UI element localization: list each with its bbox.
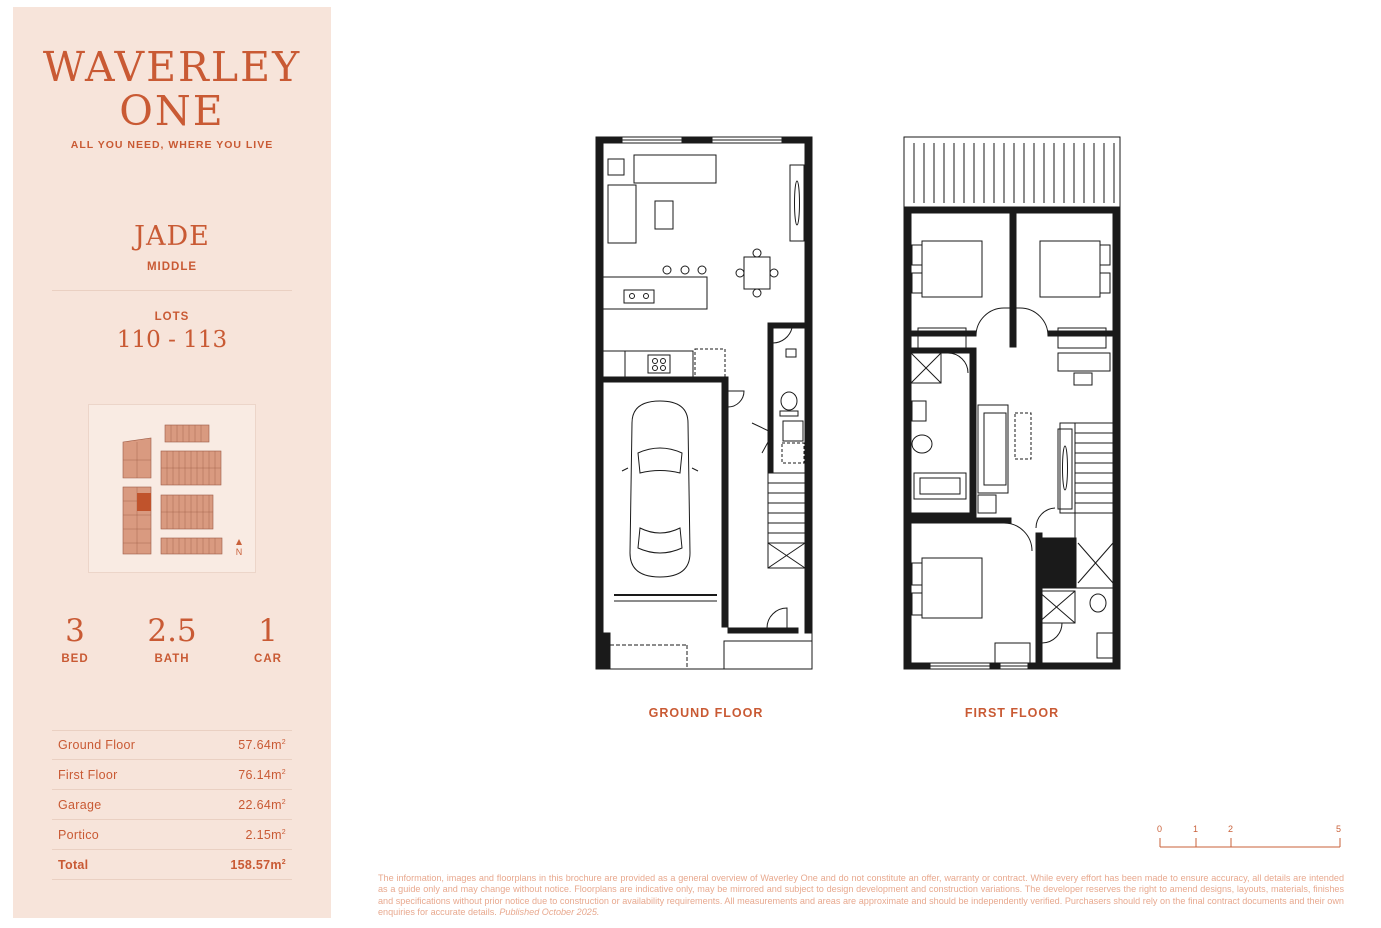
disclaimer-published: Published October 2025. [499, 906, 600, 917]
area-row [52, 730, 292, 760]
brand-name-line2: ONE [119, 87, 225, 135]
stat-label: CAR [254, 653, 282, 665]
highlighted-lots [137, 493, 151, 511]
lot-block [165, 425, 209, 442]
first-floor-label: FIRST FLOOR [964, 706, 1060, 720]
area-row [52, 820, 292, 850]
lots-value: 110 - 113 [116, 327, 228, 353]
area-value: $76.14m^2$ [238, 767, 286, 782]
area-row-total [52, 850, 292, 880]
svg-text:N: N [235, 547, 243, 557]
brand-name-line1: WAVERLEY [42, 43, 302, 91]
lot-block [161, 538, 222, 554]
scale-tick-label: 1 [1193, 824, 1199, 834]
brand-tagline: ALL YOU NEED, WHERE YOU LIVE [70, 139, 274, 151]
lots-label: LOTS [154, 311, 190, 323]
scale-tick-label: 2 [1228, 824, 1234, 834]
area-value: $57.64m^2$ [238, 738, 286, 752]
ground-floor-plan [592, 133, 817, 673]
scale-tick-label: 0 [1157, 824, 1163, 834]
area-name: Portico [58, 827, 100, 842]
stat-value: 1 [258, 613, 278, 649]
site-plan [88, 404, 256, 573]
area-row [52, 760, 292, 790]
area-table [52, 730, 292, 880]
area-name: Garage [58, 797, 102, 812]
divider [52, 290, 292, 291]
ground-floor-label: GROUND FLOOR [648, 706, 764, 720]
stat-label: BATH [154, 653, 190, 665]
area-name: Ground Floor [58, 738, 136, 752]
area-row [52, 790, 292, 820]
info-panel [13, 7, 331, 918]
stat-value: 3 [65, 613, 85, 649]
stat-label: BED [61, 653, 89, 665]
north-arrow-icon [236, 539, 243, 557]
scale-bar [1154, 824, 1349, 854]
scale-tick-label: 5 [1336, 824, 1342, 834]
model-name: JADE [134, 221, 210, 252]
disclaimer-body: The information, images and floorplans in this brochure are provided as a general overview of Waverley One and do not constitute an offer, warranty or contract. While every effort has been made to ensure accuracy, all details are intended as a guide only and may change without notice. Floorplans are indicative only, may be mirrored and subject to design development and construction variations. The developer reserves the right to amend designs, layouts, materials, finishes and specifications without prior notice due to construction or availability requirements. All measurements and areas are approximate and should be independently verified. Purchasers should rely on the final contract documents and their own enquiries for accurate details. [378, 873, 1344, 917]
area-value: $2.15m^2$ [245, 827, 286, 842]
disclaimer [378, 873, 1344, 918]
stat-car [228, 613, 308, 665]
first-floor-plan [900, 133, 1125, 673]
stat-bed [35, 613, 115, 665]
stat-value: 2.5 [147, 613, 197, 649]
stat-bath [132, 613, 212, 665]
area-name: Total [58, 857, 89, 872]
area-value: $158.57m^2$ [230, 857, 286, 872]
area-value: $22.64m^2$ [238, 797, 286, 812]
model-variant: MIDDLE [146, 261, 198, 273]
area-name: First Floor [58, 767, 118, 782]
